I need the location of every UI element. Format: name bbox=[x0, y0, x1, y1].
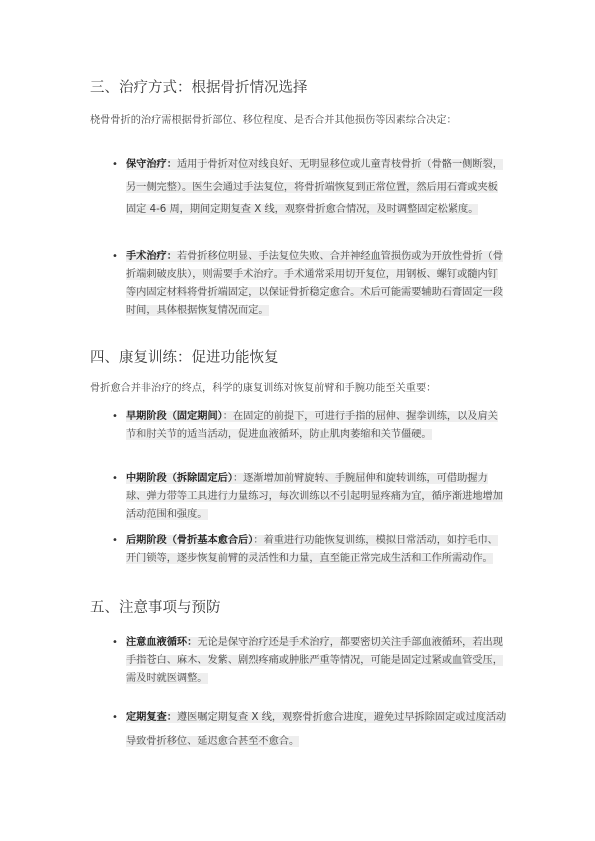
list-item-text: 遵医嘱定期复查 X 线，观察骨折愈合进度，避免过早拆除固定或过度活动导致骨折移位、延迟愈合甚至不愈合。 bbox=[126, 712, 507, 747]
list-item-term: 早期阶段（固定期间） bbox=[126, 411, 223, 422]
section-heading: 四、康复训练：促进功能恢复 bbox=[90, 350, 279, 366]
list-item-highlight bbox=[126, 251, 503, 316]
list-item bbox=[126, 248, 508, 320]
list-item-text: 若骨折移位明显、手法复位失败、合并神经血管损伤或为开放性骨折（骨折端刺破皮肤），则需要手术治疗。手术通常采用切开复位，用钢板、螺钉或髓内钉等内固定材料将骨折端固定，以保证骨折稳定愈合。术后可能需要辅助石膏固定一段时间，具体根据恢复情况而定。 bbox=[126, 251, 503, 316]
list-item-highlight bbox=[126, 473, 503, 520]
list-item-highlight bbox=[126, 712, 506, 747]
list-item-highlight bbox=[126, 637, 503, 684]
list-item bbox=[126, 706, 508, 754]
list-item-term: 手术治疗： bbox=[126, 251, 177, 262]
section-intro: 桡骨骨折的治疗需根据骨折部位、移位程度、是否合并其他损伤等因素综合决定： bbox=[90, 115, 457, 126]
section-intro: 骨折愈合并非治疗的终点，科学的康复训练对恢复前臂和手腕功能至关重要： bbox=[90, 383, 437, 394]
list-item-highlight bbox=[126, 535, 498, 564]
list-item bbox=[126, 408, 508, 444]
list-item-term: 保守治疗： bbox=[126, 159, 177, 170]
section-heading: 三、治疗方式：根据骨折情况选择 bbox=[90, 80, 308, 96]
list-item bbox=[126, 470, 508, 524]
list-item-text: 无论是保守治疗还是手术治疗，都要密切关注手部血液循环，若出现手指苍白、麻木、发紫、剧烈疼痛或肿胀严重等情况，可能是固定过紧或血管受压，需及时就医调整。 bbox=[126, 637, 503, 684]
list-item-text: ：逐渐增加前臂旋转、手腕屈伸和旋转训练，可借助握力球、弹力带等工具进行力量练习，每次训练以不引起明显疼痛为宜，循序渐进地增加活动范围和强度。 bbox=[126, 473, 503, 520]
list-item-term: 定期复查： bbox=[126, 712, 177, 723]
list-item bbox=[126, 154, 508, 222]
section-heading: 五、注意事项与预防 bbox=[90, 600, 221, 616]
list-item-term: 中期阶段（拆除固定后） bbox=[126, 473, 233, 484]
list-item-text: 适用于骨折对位对线良好、无明显移位或儿童青枝骨折（骨骼一侧断裂，另一侧完整）。医生会通过手法复位，将骨折端恢复到正常位置，然后用石膏或夹板固定 4-6 周，期间定期复查 X 线，观察骨折愈合情况，及时调整固定松紧度。 bbox=[126, 159, 503, 215]
list-item-text: ：在固定的前提下，可进行手指的屈伸、握拳训练，以及肩关节和肘关节的适当活动，促进血液循环，防止肌肉萎缩和关节僵硬。 bbox=[126, 411, 498, 440]
list-item-highlight bbox=[126, 159, 503, 215]
list-item bbox=[126, 532, 508, 568]
list-item-term: 注意血液循环： bbox=[126, 637, 198, 648]
list-item-text: ：着重进行功能恢复训练，模拟日常活动，如拧毛巾、开门锁等，逐步恢复前臂的灵活性和力量，直至能正常完成生活和工作所需动作。 bbox=[126, 535, 498, 564]
list-item-term: 后期阶段（骨折基本愈合后） bbox=[126, 535, 254, 546]
list-item-highlight bbox=[126, 411, 498, 440]
list-item bbox=[126, 634, 508, 688]
